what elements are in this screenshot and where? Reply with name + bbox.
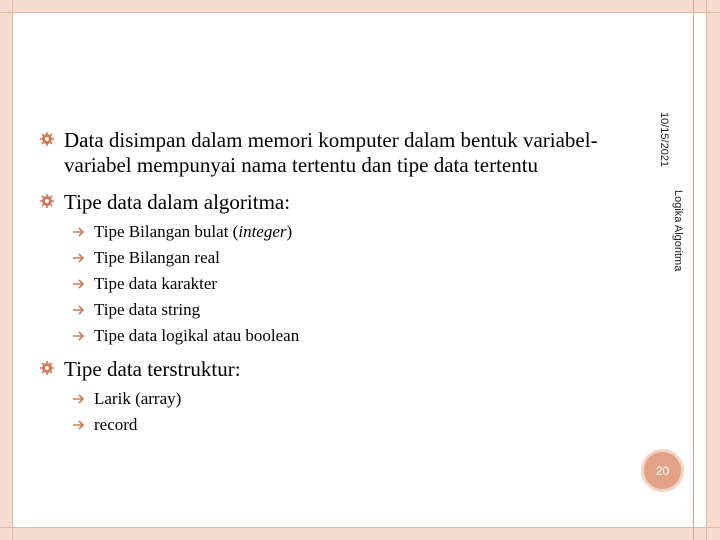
bullet-structured-types [40,357,660,382]
arrow-bullet-icon [72,252,86,264]
bullet-text: Tipe data dalam algoritma: [64,190,291,214]
frame-bottom-border [0,528,720,540]
gear-bullet-icon [40,194,54,208]
arrow-bullet-icon [72,330,86,342]
frame-top-border [0,0,720,12]
slide-content [40,128,660,438]
bullet-text: Data disimpan dalam memori komputer dalam bentuk variabel-variabel mempunyai nama tertentu dan tipe data tertentu [64,128,598,177]
list-item: record [40,412,660,438]
gear-bullet-icon [40,132,54,146]
arrow-bullet-icon [72,393,86,405]
arrow-bullet-icon [72,419,86,431]
list-item: Tipe data karakter [40,271,660,297]
sub-list-data-types [40,219,660,349]
bullet-storage [40,128,660,178]
list-item: Larik (array) [40,386,660,412]
frame-left-border [0,0,12,540]
slide-footer-title: Logika Algoritma [672,190,684,272]
frame-line [0,12,720,13]
frame-right-border [707,0,720,540]
frame-line [706,0,707,540]
gear-bullet-icon [40,361,54,375]
slide-date: 10/15/2021 [658,112,670,168]
arrow-bullet-icon [72,278,86,290]
frame-line [0,527,720,528]
frame-line [12,0,13,540]
arrow-bullet-icon [72,304,86,316]
list-item: Tipe data logikal atau boolean [40,323,660,349]
separator-line [693,0,694,540]
page-number-badge [641,449,684,492]
bullet-text: Tipe data terstruktur: [64,357,241,381]
list-item: Tipe Bilangan bulat (integer) [40,219,660,245]
bullet-data-types [40,190,660,215]
list-item: Tipe data string [40,297,660,323]
list-item: Tipe Bilangan real [40,245,660,271]
sub-list-structured [40,386,660,438]
page-number: 20 [655,463,670,478]
arrow-bullet-icon [72,226,86,238]
